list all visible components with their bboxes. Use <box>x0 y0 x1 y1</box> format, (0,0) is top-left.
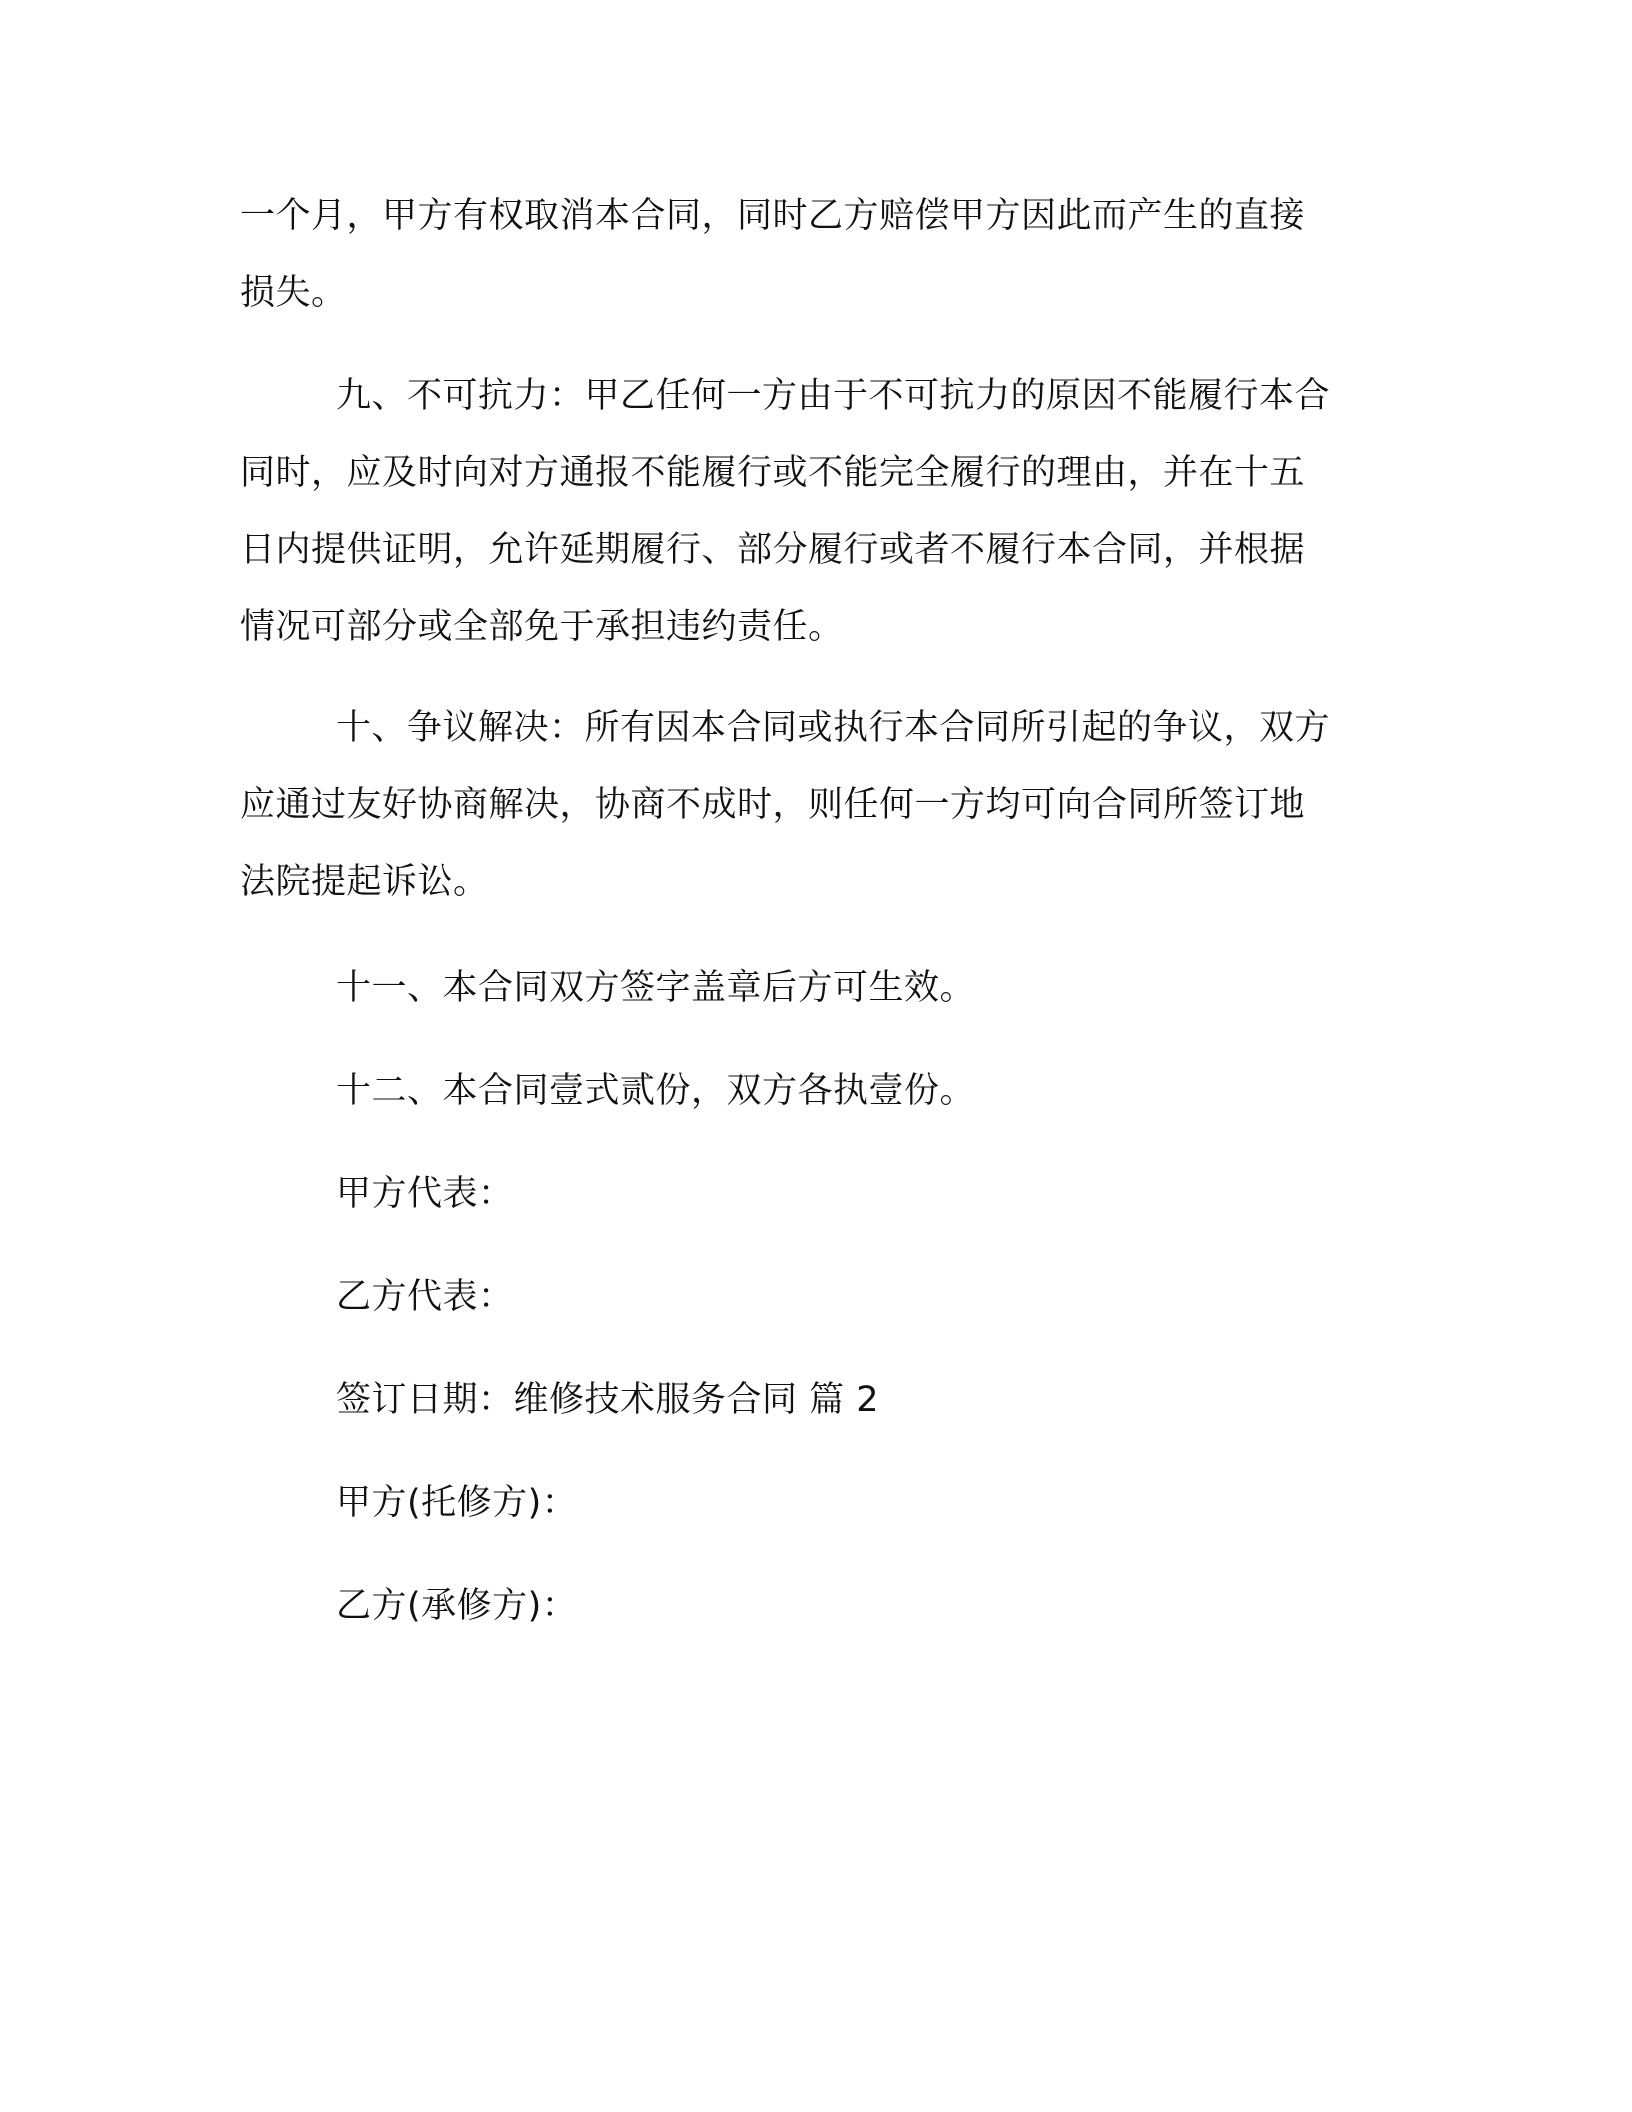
clause-dispute-resolution <box>240 690 1390 921</box>
clause-force-majeure <box>240 358 1390 666</box>
text-line: 一个月，甲方有权取消本合同，同时乙方赔偿甲方因此而产生的直接 <box>240 196 1306 236</box>
party-a-client: 甲方(托修方)： <box>336 1483 578 1523</box>
text-line: 应通过友好协商解决，协商不成时，则任何一方均可向合同所签订地 <box>240 785 1306 825</box>
paragraph-continuation <box>240 178 1390 332</box>
signature-party-b: 乙方代表： <box>336 1277 514 1317</box>
clause-copies: 十二、本合同壹式贰份，双方各执壹份。 <box>336 1071 976 1111</box>
text-line: 同时，应及时向对方通报不能履行或不能完全履行的理由，并在十五 <box>240 453 1306 493</box>
text-line: 情况可部分或全部免于承担违约责任。 <box>240 607 844 647</box>
clause-effective: 十一、本合同双方签字盖章后方可生效。 <box>336 968 976 1008</box>
text-line: 十、争议解决：所有因本合同或执行本合同所引起的争议，双方 <box>336 708 1331 748</box>
signing-date: 签订日期：维修技术服务合同 篇 2 <box>336 1380 880 1420</box>
text-line: 日内提供证明，允许延期履行、部分履行或者不履行本合同，并根据 <box>240 530 1306 570</box>
text-line: 九、不可抗力：甲乙任何一方由于不可抗力的原因不能履行本合 <box>336 376 1331 416</box>
text-line: 法院提起诉讼。 <box>240 862 489 902</box>
party-b-contractor: 乙方(承修方)： <box>336 1586 578 1626</box>
text-line: 损失。 <box>240 273 347 313</box>
signature-party-a: 甲方代表： <box>336 1174 514 1214</box>
